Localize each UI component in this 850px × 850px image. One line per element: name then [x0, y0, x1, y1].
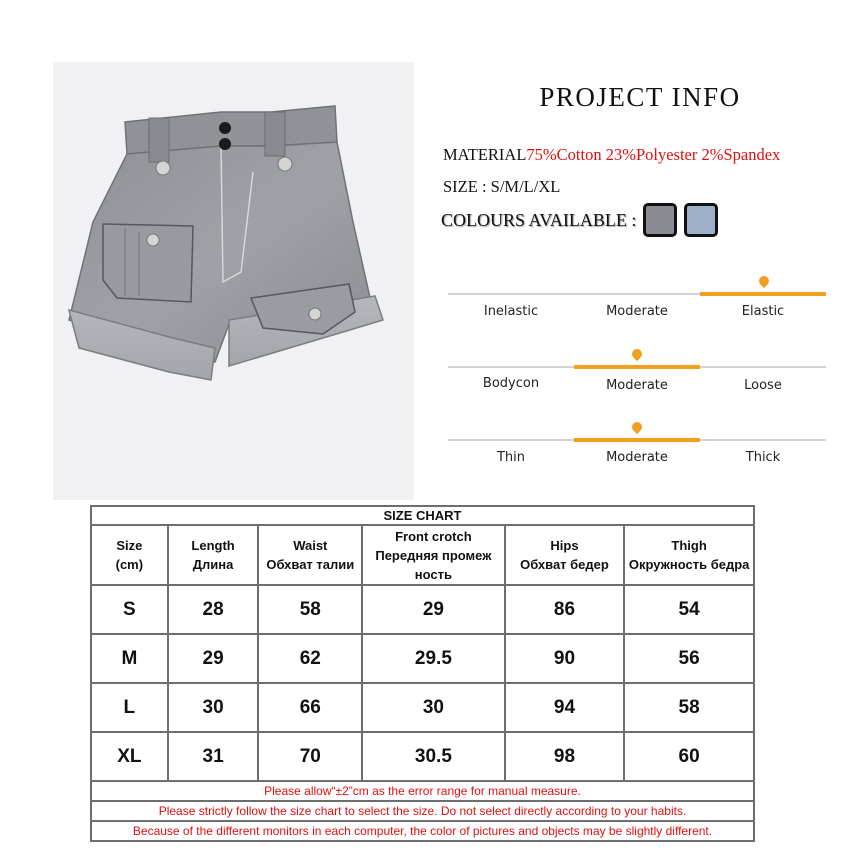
- header-line: Окружность бедра: [628, 557, 750, 572]
- measurement-cell: 66: [258, 683, 362, 732]
- column-header: [362, 525, 505, 585]
- table-row: [91, 634, 754, 683]
- header-line: Front crotch: [395, 528, 472, 544]
- denim-shorts-icon: [53, 62, 414, 500]
- material-label: MATERIAL: [443, 145, 527, 164]
- column-header: [91, 525, 168, 585]
- column-header: [258, 525, 362, 585]
- table-row: [91, 732, 754, 781]
- measurement-cell: 94: [505, 683, 625, 732]
- colours-available: [441, 203, 718, 237]
- scale-label: Moderate: [606, 304, 668, 319]
- product-photo: [53, 62, 414, 500]
- measurement-cell: 31: [168, 732, 259, 781]
- colour-swatch-light-blue[interactable]: [684, 203, 718, 237]
- measurement-cell: 30: [362, 683, 505, 732]
- pin-marker-icon: [630, 420, 644, 434]
- selected-segment: [574, 438, 700, 442]
- column-header: [168, 525, 259, 585]
- measurement-cell: 29: [362, 585, 505, 634]
- header-line: Length: [191, 538, 235, 553]
- scale-label: Bodycon: [482, 376, 540, 391]
- scale-label: Thin: [496, 450, 526, 465]
- colour-swatch-gray[interactable]: [643, 203, 677, 237]
- measurement-cell: 98: [505, 732, 625, 781]
- material-value: 75%Cotton 23%Polyester 2%Spandex: [526, 145, 781, 164]
- size-chart-note: Please allow“±2”cm as the error range for manual measure.: [91, 781, 754, 801]
- header-line: Size: [116, 538, 143, 553]
- colours-label: COLOURS AVAILABLE :: [441, 209, 637, 230]
- measurement-cell: 29: [168, 634, 259, 683]
- measurement-cell: 60: [624, 732, 754, 781]
- size-cell: L: [91, 683, 168, 732]
- project-info-title: PROJECT INFO: [539, 82, 741, 112]
- header-line: (cm): [115, 557, 144, 572]
- header-line: Длина: [192, 557, 234, 572]
- measurement-cell: 29.5: [362, 634, 505, 683]
- table-header-row: [91, 525, 754, 585]
- material-line: [443, 145, 780, 165]
- scale-label: Moderate: [606, 378, 668, 393]
- size-chart-note: Please strictly follow the size chart to select the size. Do not select directly according to your habits.: [91, 801, 754, 821]
- scale-label: Moderate: [606, 450, 668, 465]
- pin-marker-icon: [757, 274, 771, 288]
- size-chart-table: [90, 505, 755, 842]
- measurement-cell: 90: [505, 634, 625, 683]
- table-row: [91, 683, 754, 732]
- measurement-cell: 54: [624, 585, 754, 634]
- header-line: Thigh: [671, 538, 707, 553]
- scale-label: Loose: [744, 378, 782, 393]
- table-row: [91, 585, 754, 634]
- scale-label: Elastic: [741, 304, 785, 319]
- header-line: Hips: [550, 538, 579, 553]
- size-cell: XL: [91, 732, 168, 781]
- header-line: Waist: [293, 538, 328, 553]
- measurement-cell: 58: [624, 683, 754, 732]
- size-chart-note: Because of the different monitors in each computer, the color of pictures and objects may be slightly different.: [91, 821, 754, 841]
- scale-label: Thick: [745, 450, 781, 465]
- thickness-scale: [448, 412, 826, 472]
- size-chart-title: SIZE CHART: [91, 506, 754, 525]
- size-line: SIZE : S/M/L/XL: [443, 177, 561, 196]
- header-line: Обхват бедер: [520, 557, 609, 572]
- header-line: ность: [414, 566, 452, 582]
- column-header: [624, 525, 754, 585]
- header-line: Обхват талии: [266, 557, 355, 572]
- size-cell: S: [91, 585, 168, 634]
- selected-segment: [700, 292, 826, 296]
- column-header: [505, 525, 625, 585]
- measurement-cell: 70: [258, 732, 362, 781]
- measurement-cell: 30: [168, 683, 259, 732]
- measurement-cell: 58: [258, 585, 362, 634]
- measurement-cell: 28: [168, 585, 259, 634]
- size-cell: M: [91, 634, 168, 683]
- measurement-cell: 86: [505, 585, 625, 634]
- elasticity-scale: [448, 266, 826, 326]
- pin-marker-icon: [630, 347, 644, 361]
- measurement-cell: 30.5: [362, 732, 505, 781]
- measurement-cell: 62: [258, 634, 362, 683]
- fit-scale: [448, 339, 826, 399]
- scale-label: Inelastic: [483, 304, 539, 319]
- measurement-cell: 56: [624, 634, 754, 683]
- header-line: Передняя промеж: [375, 547, 492, 563]
- selected-segment: [574, 365, 700, 369]
